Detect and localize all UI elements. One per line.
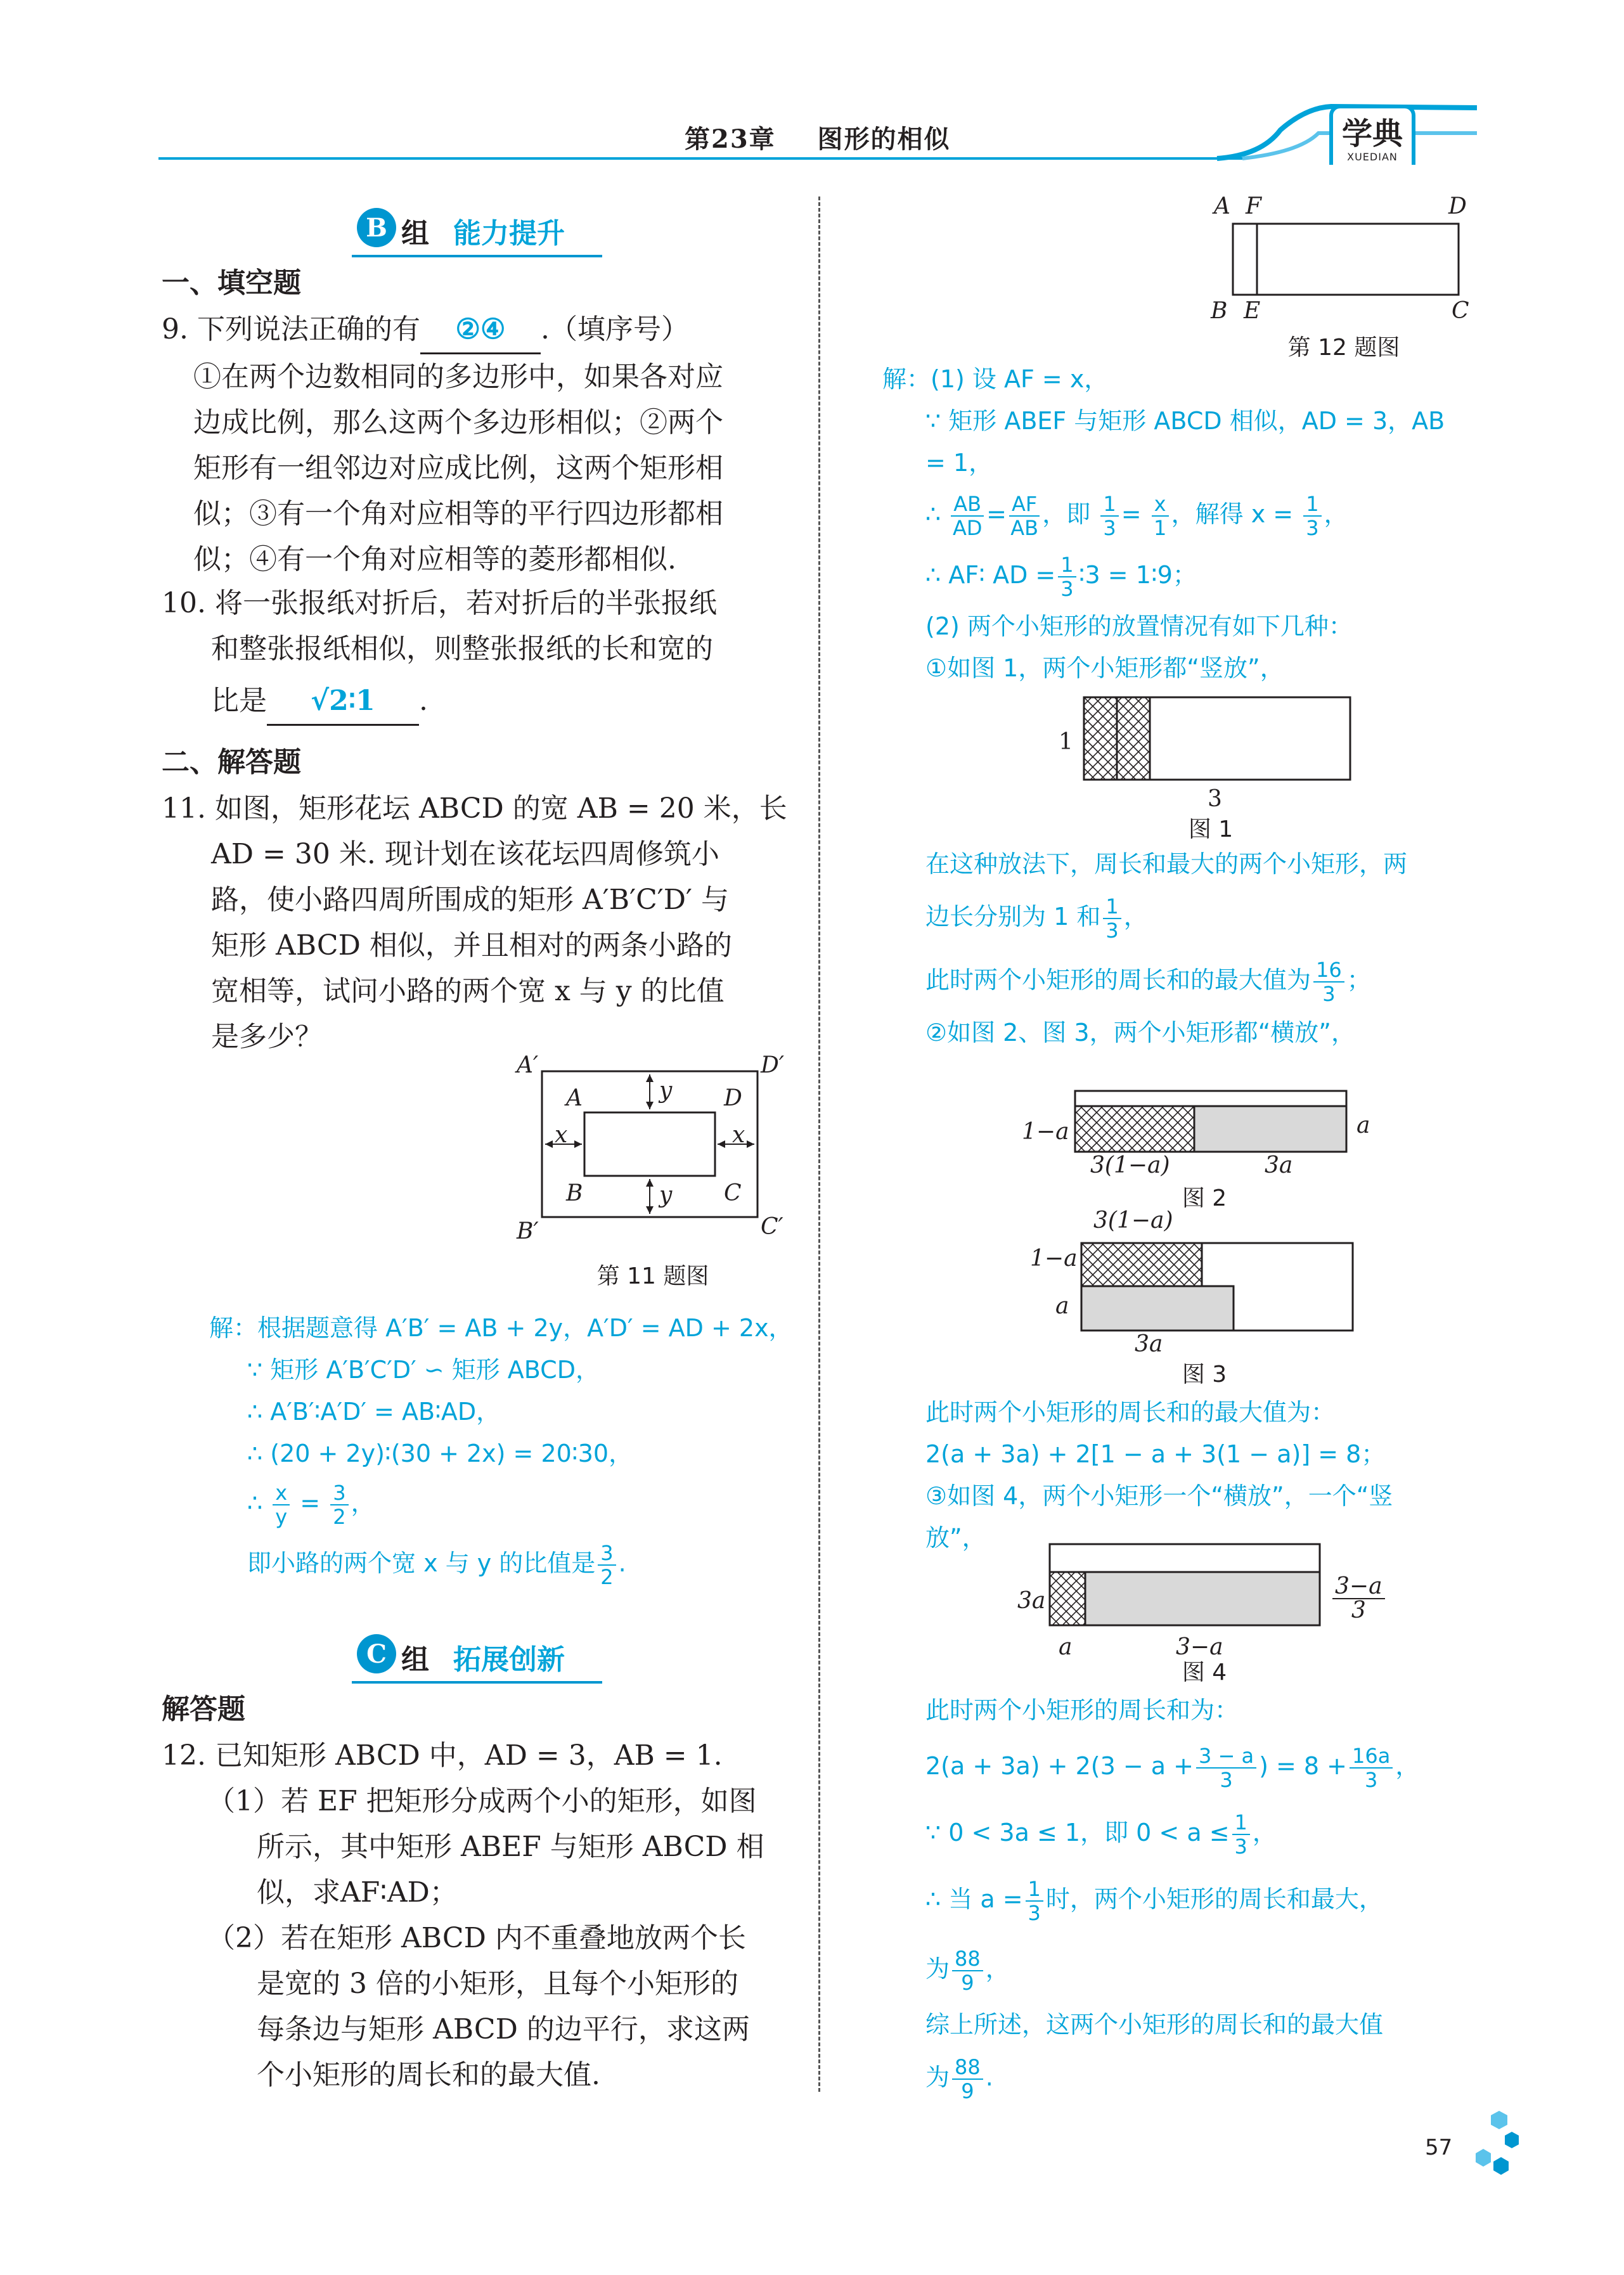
q11-line: AD = 30 米. 现计划在该花坛四周修筑小 — [211, 838, 719, 870]
fig3-label-top: 3(1−a) — [1093, 1208, 1173, 1234]
hexagon-decoration — [1452, 2108, 1521, 2177]
q11-sol-line: ∴ (20 + 2y)∶(30 + 2x) = 20∶30， — [247, 1440, 633, 1467]
figure-12 — [1227, 219, 1467, 301]
solve-title: 二、解答题 — [162, 746, 301, 778]
fig11-label-Bp: B′ — [517, 1218, 539, 1244]
fig11-label-x1: x — [555, 1122, 568, 1148]
q11-final: 即小路的两个宽 x 与 y 的比值是 — [247, 1549, 596, 1577]
q11-solution: 解：根据题意得 A′B′ = AB + 2y，A′D′ = AD + 2x， ∵ 矩形 A′B′C′D′ ∽ 矩形 ABCD， ∴ A′B′∶A′D′ = AB∶AD， ∴ (20 + 2y)∶(30 + 2x) = 20∶30， ∴ $\frac{x}{y}$ = $\frac{3}{2}$ ， 即小路的两个宽 x 与 y 的比值是 $\frac{3}{2}$ . — [209, 1307, 811, 1595]
q11-line: 11. 如图，矩形花坛 ABCD 的宽 AB = 20 米，长 — [162, 792, 787, 825]
q9-line: 矩形有一组邻边对应成比例，这两个矩形相 — [193, 452, 723, 484]
fig3-label-l2: a — [1055, 1293, 1069, 1319]
header — [0, 0, 1624, 165]
q12-sol-part3 — [925, 1391, 1496, 1559]
fig3-label-l1: 1−a — [1030, 1246, 1078, 1272]
chapter-number: 第23章 — [685, 124, 776, 154]
q12-sol-line: = 1， — [925, 449, 993, 477]
page-number: 57 — [1425, 2135, 1453, 2160]
q11-sol-line: ∵ 矩形 A′B′C′D′ ∽ 矩形 ABCD， — [247, 1356, 600, 1384]
q11-frac-32: $\frac{3}{2}$ — [330, 1481, 348, 1528]
fig11-caption: 第 11 题图 — [596, 1263, 709, 1289]
q12-sol-af-ad: ∴ AF∶ AD = $\frac{1}{3}$ ∶3 = 1∶9； — [925, 552, 1197, 601]
q12-sol-ratio: ∴ $\frac{AB}{AD}$ = $\frac{AF}{AB}$ ，即 $\frac{1}{3}$ = $\frac{x}{1}$ ，解得 x = $\frac{1}{3}$ ， — [925, 491, 1348, 540]
q12-sol-line: 边长分别为 1 和 $\frac{1}{3}$ ， — [925, 894, 1148, 943]
q10-answer: √2∶1 — [267, 678, 419, 726]
q11-line: 矩形 ABCD 相似，并且相对的两条小路的 — [211, 929, 732, 962]
fig3-caption: 图 3 — [1182, 1362, 1227, 1388]
fig2-caption: 图 2 — [1182, 1185, 1227, 1211]
fig12-label-A: A — [1214, 193, 1230, 219]
q10-post: . — [419, 685, 428, 717]
section-c-title: 拓展创新 — [453, 1644, 565, 1676]
q11-sol-line: ∴ A′B′∶A′D′ = AB∶AD， — [247, 1398, 501, 1426]
q9-line: ①在两个边数相同的多边形中，如果各对应 — [193, 361, 723, 393]
fig1-caption: 图 1 — [1188, 816, 1234, 842]
fig12-label-C: C — [1452, 298, 1469, 324]
q11-sol-line: 解：根据题意得 A′B′ = AB + 2y，A′D′ = AD + 2x， — [209, 1314, 793, 1342]
fig11-label-D: D — [724, 1085, 742, 1111]
fig4-caption: 图 4 — [1182, 1660, 1227, 1685]
logo-text: 学典 — [1341, 116, 1403, 151]
q12-sol-line: 此时两个小矩形的周长和的最大值为： — [925, 1398, 1336, 1426]
q11-frac-xy: $\frac{x}{y}$ — [273, 1481, 290, 1528]
q9-line: 边成比例，那么这两个多边形相似；②两个 — [193, 406, 723, 439]
fig4-label-b1: a — [1059, 1634, 1073, 1660]
section-b-group: 组 — [401, 217, 429, 250]
fig11-label-Ap: A′ — [517, 1052, 539, 1078]
fig2-label-b1: 3(1−a) — [1090, 1152, 1170, 1178]
q12-line: 似，求AF∶AD； — [257, 1876, 458, 1909]
q12-sol-line: 为 $\frac{88}{9}$ ， — [925, 1946, 1010, 1995]
q12-sol-line: ②如图 2、图 3，两个小矩形都“横放”， — [925, 1019, 1355, 1047]
q12-line: （1）若 EF 把矩形分成两个小的矩形，如图 — [207, 1785, 757, 1817]
section-b-heading — [352, 204, 602, 257]
q12-sol-line: ③如图 4，两个小矩形一个“横放”，一个“竖 — [925, 1482, 1393, 1510]
q12-sol-line: 放”， — [925, 1524, 986, 1552]
q12-sol-line: ①如图 1，两个小矩形都“竖放”， — [925, 654, 1284, 682]
fig12-label-F: F — [1246, 193, 1261, 219]
fig4-label-b2: 3−a — [1176, 1634, 1223, 1660]
question-12 — [162, 1733, 802, 2098]
section-b-title: 能力提升 — [453, 217, 565, 250]
q12-sol-line: 为 $\frac{88}{9}$ . — [925, 2054, 993, 2103]
q12-sol-line: ∴ 当 a = $\frac{1}{3}$ 时，两个小矩形的周长和最大， — [925, 1876, 1383, 1925]
q9-line: 似；④有一个角对应相等的菱形都相似. — [193, 543, 676, 576]
q12-solution — [882, 358, 1491, 689]
fig11-label-Dp: D′ — [761, 1052, 785, 1078]
fig11-label-x2: x — [732, 1122, 745, 1148]
q12-line: 所示，其中矩形 ABEF 与矩形 ABCD 相 — [257, 1831, 764, 1863]
fig2-label-b2: 3a — [1265, 1152, 1293, 1178]
q12-sol-line: 2(a + 3a) + 2(3 − a + $\frac{3 - a}{3}$ ) = 8 + $\frac{16a}{3}$ ， — [925, 1743, 1420, 1792]
fig12-caption: 第 12 题图 — [1287, 335, 1400, 361]
q12-sol-line: 在这种放法下，周长和最大的两个小矩形，两 — [925, 850, 1408, 878]
fig11-label-Cp: C′ — [761, 1214, 783, 1240]
fig2-label-left: 1−a — [1022, 1119, 1069, 1145]
q11-final-frac: $\frac{3}{2}$ — [598, 1542, 615, 1589]
fig11-label-y1: y — [659, 1078, 673, 1104]
column-divider — [818, 197, 820, 2092]
fig1-label-left: 1 — [1059, 729, 1073, 755]
figure-4 — [1046, 1540, 1325, 1629]
fig3-label-bottom: 3a — [1135, 1331, 1163, 1357]
q11-line: 路，使小路四周所围成的矩形 A′B′C′D′ 与 — [211, 884, 729, 916]
figure-1 — [1078, 691, 1357, 786]
fig11-label-A: A — [566, 1085, 583, 1111]
fig12-label-E: E — [1244, 298, 1261, 324]
q9-stem-post: .（填序号） — [540, 313, 689, 345]
q12-sol-line: 综上所述，这两个小矩形的周长和的最大值 — [925, 2011, 1384, 2039]
question-11 — [162, 786, 802, 1060]
fig2-label-right: a — [1357, 1112, 1370, 1138]
fig11-label-B: B — [566, 1180, 583, 1206]
figure-3 — [1078, 1239, 1357, 1334]
q12-sol-line: 此时两个小矩形的周长和的最大值为 $\frac{16}{3}$ ； — [925, 957, 1371, 1006]
q12-line: 每条边与矩形 ABCD 的边平行，求这两 — [257, 2013, 750, 2046]
q12-sol-line: 2(a + 3a) + 2[1 − a + 3(1 − a)] = 8； — [925, 1440, 1386, 1468]
q12-sol-line: (2) 两个小矩形的放置情况有如下几种： — [925, 612, 1353, 640]
q12-sol-part4 — [925, 1689, 1496, 2109]
q10-pre: 比是 — [211, 685, 267, 717]
q10-line: 和整张报纸相似，则整张报纸的长和宽的 — [211, 633, 713, 665]
question-10 — [162, 581, 802, 726]
fig11-label-C: C — [724, 1180, 742, 1206]
chapter-title: 图形的相似 — [817, 124, 951, 154]
section-c-badge: C — [357, 1634, 396, 1673]
fig12-label-B: B — [1211, 298, 1228, 324]
q10-line: 10. 将一张报纸对折后，若对折后的半张报纸 — [162, 587, 717, 619]
q11-line: 宽相等，试问小路的两个宽 x 与 y 的比值 — [211, 975, 725, 1007]
q12-sol-line: 解：(1) 设 AF = x， — [882, 365, 1109, 393]
q12-sol-part2 — [925, 843, 1496, 1054]
q9-line: 似；③有一个角对应相等的平行四边形都相 — [193, 498, 723, 530]
section-c-group: 组 — [401, 1644, 429, 1676]
q11-line: 是多少？ — [211, 1021, 323, 1053]
fig1-label-bottom: 3 — [1208, 786, 1222, 812]
fig11-label-y2: y — [659, 1182, 673, 1208]
fig12-label-D: D — [1448, 193, 1467, 219]
q9-answer: ②④ — [420, 307, 541, 354]
q12-sol-line: ∵ 0 < 3a ≤ 1，即 0 < a ≤ $\frac{1}{3}$ ， — [925, 1810, 1277, 1859]
q12-line: 个小矩形的周长和的最大值. — [257, 2059, 600, 2091]
fig4-label-left: 3a — [1017, 1588, 1046, 1614]
q12-sol-line: ∵ 矩形 ABEF 与矩形 ABCD 相似，AD = 3，AB — [925, 407, 1445, 435]
q12-line: 是宽的 3 倍的小矩形，且每个小矩形的 — [257, 1968, 738, 2000]
q11-therefore: ∴ — [247, 1489, 263, 1517]
figure-11 — [513, 1046, 792, 1255]
q12-line: （2）若在矩形 ABCD 内不重叠地放两个长 — [207, 1922, 746, 1954]
figure-2 — [1071, 1087, 1350, 1157]
fill-title: 一、填空题 — [162, 267, 301, 299]
fig4-label-right: $\frac{3-a}{3}$ — [1330, 1575, 1388, 1622]
q9-stem: 9. 下列说法正确的有 — [162, 313, 420, 345]
question-9 — [162, 307, 796, 583]
section-c-heading — [352, 1630, 602, 1684]
solve-title-2: 解答题 — [162, 1693, 245, 1725]
section-b-badge: B — [357, 208, 396, 247]
q12-sol-line: 此时两个小矩形的周长和为： — [925, 1696, 1239, 1724]
q12-line: 12. 已知矩形 ABCD 中，AD = 3，AB = 1. — [162, 1739, 723, 1772]
logo-subtext: XUEDIAN — [1347, 151, 1398, 163]
